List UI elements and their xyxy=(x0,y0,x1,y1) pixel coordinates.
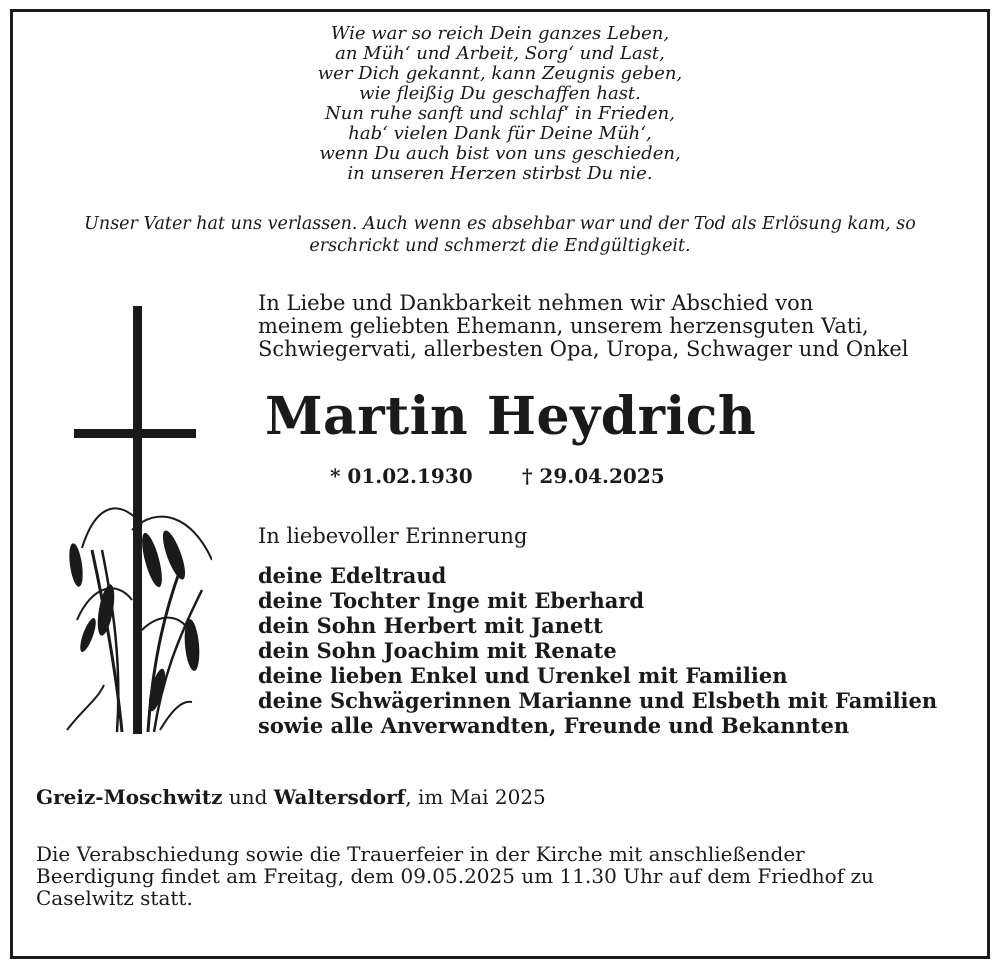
family-member: deine Schwägerinnen Marianne und Elsbeth mit Familien xyxy=(258,688,938,713)
poem-line: Nun ruhe sanft und schlaf‘ in Frieden, xyxy=(325,103,675,124)
notice-line: Die Verabschiedung sowie die Trauerfeier in der Kirche mit anschließender xyxy=(36,842,805,866)
intro-text: Unser Vater hat uns verlassen. Auch wenn es absehbar war und der Tod als Erlösung kam, so erschrickt und schmerzt die Endgültigkeit. xyxy=(84,214,916,256)
poem-line: wer Dich gekannt, kann Zeugnis geben, xyxy=(317,63,683,84)
notice-line: Beerdigung findet am Freitag, dem 09.05.2025 um 11.30 Uhr auf dem Friedhof zu xyxy=(36,864,874,888)
cross-with-wheat-icon xyxy=(62,300,212,740)
family-member: deine Tochter Inge mit Eberhard xyxy=(258,588,645,613)
farewell-line: meinem geliebten Ehemann, unserem herzensguten Vati, xyxy=(258,314,869,338)
family-member: sowie alle Anverwandten, Freunde und Bekannten xyxy=(258,713,850,738)
town-greiz: Greiz-Moschwitz xyxy=(36,785,223,809)
poem-line: Wie war so reich Dein ganzes Leben, xyxy=(330,23,670,44)
family-list xyxy=(258,563,937,738)
farewell-line: Schwiegervati, allerbesten Opa, Uropa, Schwager und Onkel xyxy=(258,337,909,361)
and-word: und xyxy=(228,785,268,809)
poem xyxy=(0,24,1000,184)
place-and-date xyxy=(36,785,546,809)
poem-line: in unseren Herzen stirbst Du nie. xyxy=(347,163,653,184)
family-member: deine Edeltraud xyxy=(258,563,447,588)
farewell-text xyxy=(258,292,908,361)
notice-line: Caselwitz statt. xyxy=(36,886,193,910)
poem-line: an Müh‘ und Arbeit, Sorg‘ und Last, xyxy=(335,43,665,64)
family-member: deine lieben Enkel und Urenkel mit Familien xyxy=(258,663,788,688)
family-member: dein Sohn Joachim mit Renate xyxy=(258,638,617,663)
poem-line: wenn Du auch bist von uns geschieden, xyxy=(319,143,681,164)
birth-date: * 01.02.1930 xyxy=(330,464,473,488)
deceased-name: Martin Heydrich xyxy=(265,386,757,447)
funeral-notice xyxy=(36,843,956,909)
town-waltersdorf: Waltersdorf xyxy=(273,785,406,809)
memory-line: In liebevoller Erinnerung xyxy=(258,524,528,548)
family-member: dein Sohn Herbert mit Janett xyxy=(258,613,603,638)
farewell-line: In Liebe und Dankbarkeit nehmen wir Abschied von xyxy=(258,291,814,315)
poem-line: wie fleißig Du geschaffen hast. xyxy=(359,83,641,104)
poem-line: hab‘ vielen Dank für Deine Müh‘, xyxy=(348,123,652,144)
date-text: , im Mai 2025 xyxy=(405,785,546,809)
death-date: † 29.04.2025 xyxy=(522,464,665,488)
